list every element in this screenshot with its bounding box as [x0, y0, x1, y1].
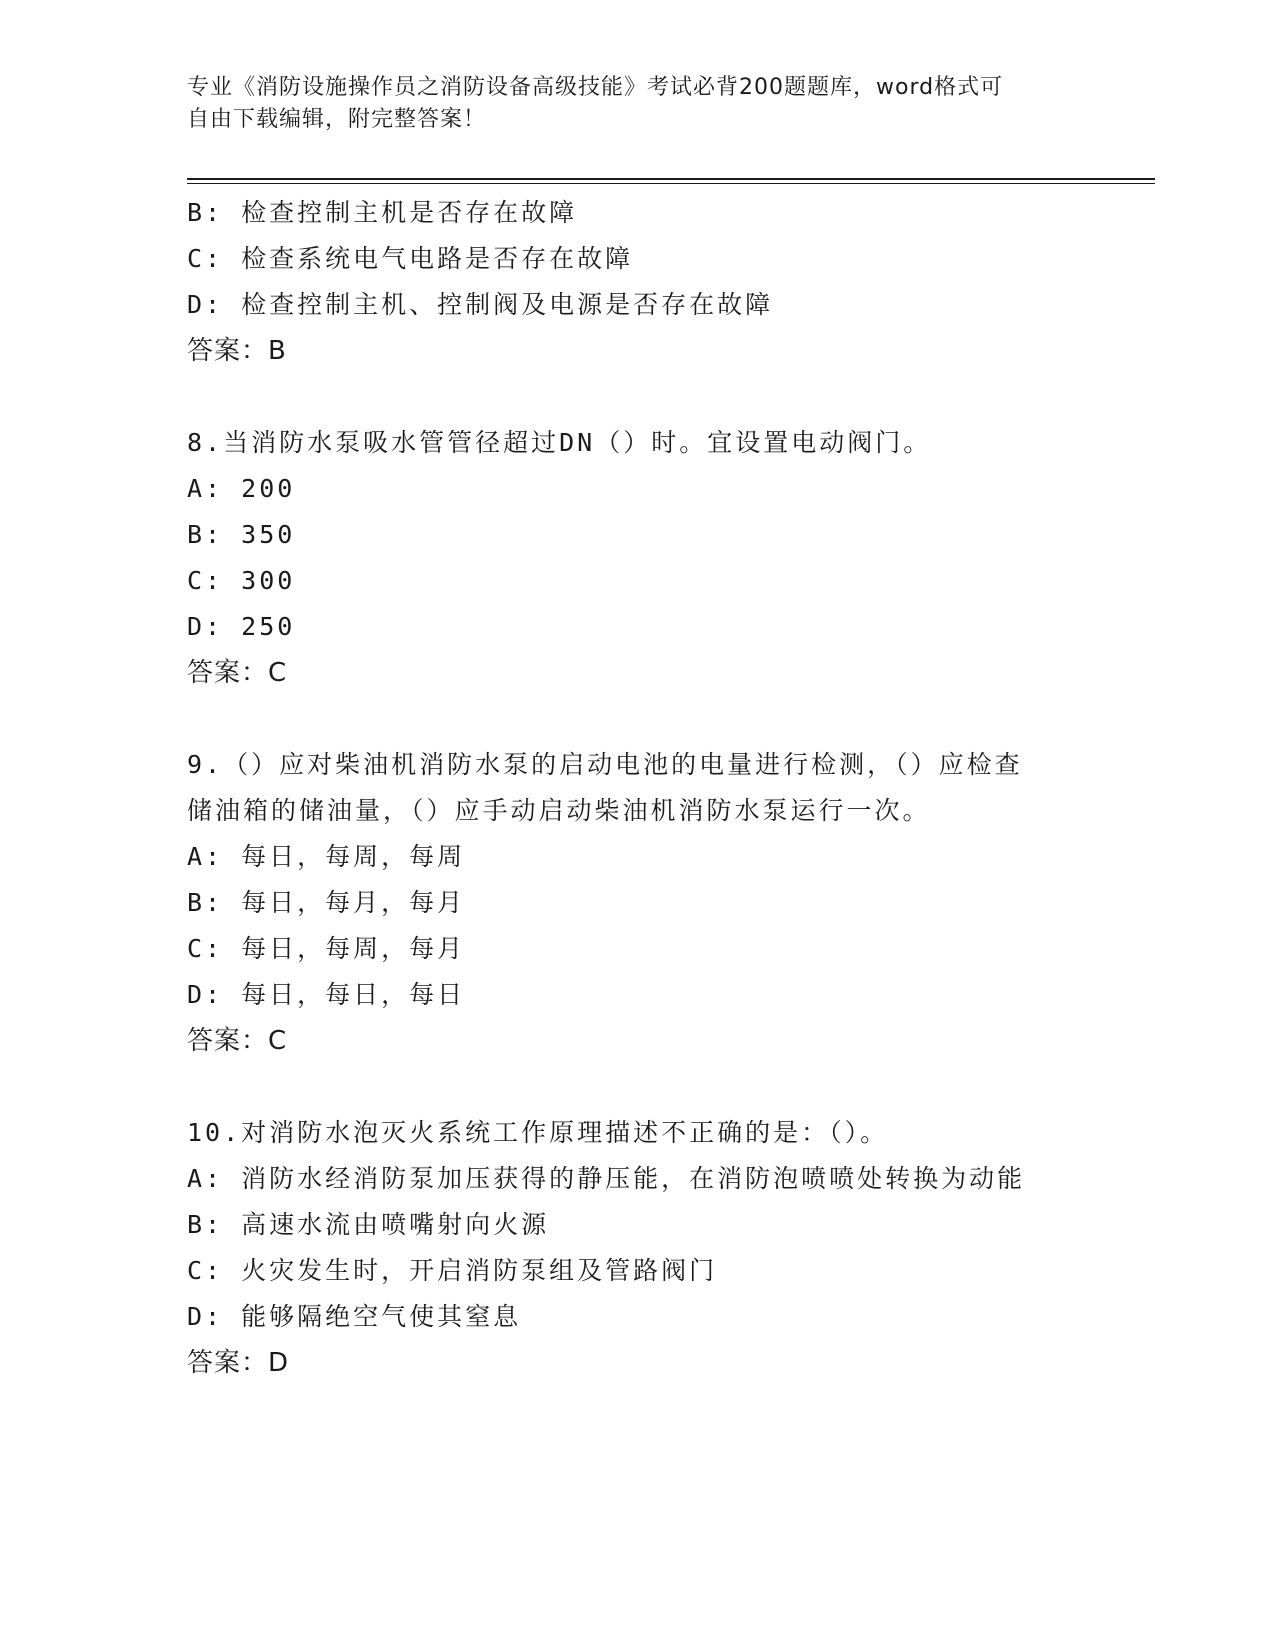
answer: 答案：C	[187, 658, 288, 688]
question-content	[187, 190, 1147, 1386]
spacer	[187, 1064, 1147, 1110]
option-a: A: 200	[187, 474, 296, 503]
spacer	[187, 374, 1147, 420]
header-line-1: 专业《消防设施操作员之消防设备高级技能》考试必背200题题库，word格式可	[187, 75, 1004, 100]
question-8	[187, 420, 1147, 696]
answer: 答案：B	[187, 336, 287, 366]
option-c: C: 火灾发生时，开启消防泵组及管路阀门	[187, 1256, 718, 1285]
option-d: D: 检查控制主机、控制阀及电源是否存在故障	[187, 290, 774, 319]
option-a: A: 消防水经消防泵加压获得的静压能，在消防泡喷喷处转换为动能	[187, 1164, 1026, 1193]
option-d: D: 250	[187, 612, 296, 641]
option-d: D: 每日，每日，每日	[187, 980, 466, 1009]
option-b: B: 350	[187, 520, 296, 549]
option-c: C: 300	[187, 566, 296, 595]
question-10	[187, 1110, 1147, 1386]
header-rule-thick	[187, 178, 1155, 180]
answer: 答案：C	[187, 1026, 288, 1056]
question-text: 8.当消防水泵吸水管管径超过DN（）时。宜设置电动阀门。	[187, 428, 932, 457]
option-c: C: 检查系统电气电路是否存在故障	[187, 244, 634, 273]
question-7-tail	[187, 190, 1147, 374]
option-b: B: 每日，每月，每月	[187, 888, 466, 917]
header-line-2: 自由下载编辑，附完整答案！	[187, 107, 487, 132]
option-b: B: 高速水流由喷嘴射向火源	[187, 1210, 550, 1239]
question-text-line-1: 9.（）应对柴油机消防水泵的启动电池的电量进行检测，（）应检查	[187, 750, 1023, 779]
question-text: 10.对消防水泡灭火系统工作原理描述不正确的是：（）。	[187, 1118, 889, 1147]
header-rule-thin	[187, 183, 1155, 184]
answer: 答案：D	[187, 1348, 290, 1378]
option-a: A: 每日，每周，每周	[187, 842, 466, 871]
option-c: C: 每日，每周，每月	[187, 934, 466, 963]
question-9	[187, 742, 1147, 1064]
spacer	[187, 696, 1147, 742]
page-header	[187, 72, 1067, 136]
option-b: B: 检查控制主机是否存在故障	[187, 198, 578, 227]
option-d: D: 能够隔绝空气使其窒息	[187, 1302, 522, 1331]
question-text-line-2: 储油箱的储油量，（）应手动启动柴油机消防水泵运行一次。	[187, 796, 931, 825]
